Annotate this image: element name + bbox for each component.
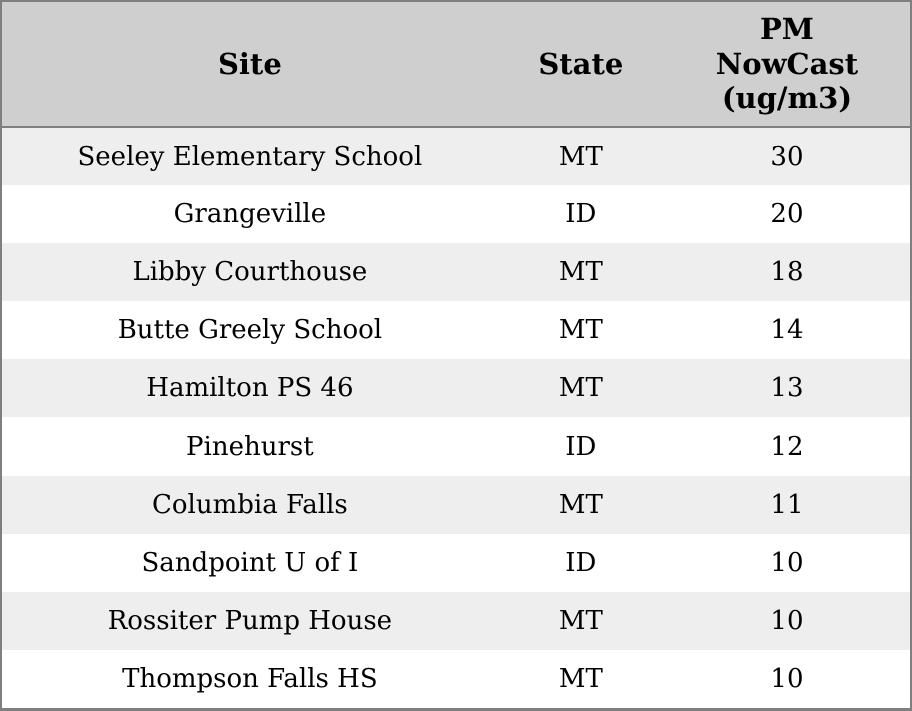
pm-nowcast-cell: 30	[770, 141, 804, 172]
site-cell: Grangeville	[173, 199, 327, 230]
state-cell: ID	[565, 547, 597, 578]
pm-nowcast-cell: 10	[770, 663, 804, 694]
table-row	[2, 417, 910, 475]
site-cell: Columbia Falls	[152, 489, 348, 520]
column-header-pm-nowcast	[664, 2, 910, 127]
state-cell: ID	[565, 431, 597, 462]
state-cell: MT	[558, 257, 603, 288]
table-row	[2, 359, 910, 417]
table-row	[2, 476, 910, 534]
pm-nowcast-cell: 10	[770, 605, 804, 636]
pm-nowcast-cell: 10	[770, 547, 804, 578]
pm-nowcast-cell: 13	[770, 373, 804, 404]
state-cell: MT	[558, 141, 603, 172]
site-cell: Thompson Falls HS	[122, 663, 378, 694]
site-cell: Hamilton PS 46	[146, 373, 354, 404]
table-row	[2, 534, 910, 592]
pm-nowcast-header-label: PM NowCast (ug/m3)	[715, 11, 859, 116]
state-cell: MT	[558, 373, 603, 404]
header-row	[2, 2, 910, 127]
site-cell: Butte Greely School	[117, 315, 383, 346]
column-header-site: Site	[2, 2, 498, 127]
site-cell: Rossiter Pump House	[107, 605, 393, 636]
pm-nowcast-cell: 14	[770, 315, 804, 346]
state-cell: MT	[558, 489, 603, 520]
table-row	[2, 301, 910, 359]
table-row	[2, 592, 910, 650]
pm-nowcast-cell: 20	[770, 199, 804, 230]
state-cell: MT	[558, 605, 603, 636]
site-cell: Pinehurst	[186, 431, 314, 462]
site-cell: Libby Courthouse	[132, 257, 368, 288]
table-row	[2, 185, 910, 243]
state-cell: ID	[565, 199, 597, 230]
pm-nowcast-cell: 11	[770, 489, 804, 520]
table-header	[2, 2, 910, 127]
pm-nowcast-cell: 12	[770, 431, 804, 462]
column-header-state: State	[498, 2, 664, 127]
state-cell: MT	[558, 663, 603, 694]
pm-nowcast-table	[2, 2, 910, 708]
table-body	[2, 127, 910, 708]
pm-nowcast-cell: 18	[770, 257, 804, 288]
table-row	[2, 243, 910, 301]
site-cell: Seeley Elementary School	[77, 141, 423, 172]
table-row	[2, 650, 910, 708]
site-cell: Sandpoint U of I	[141, 547, 359, 578]
table-row	[2, 127, 910, 185]
state-cell: MT	[558, 315, 603, 346]
